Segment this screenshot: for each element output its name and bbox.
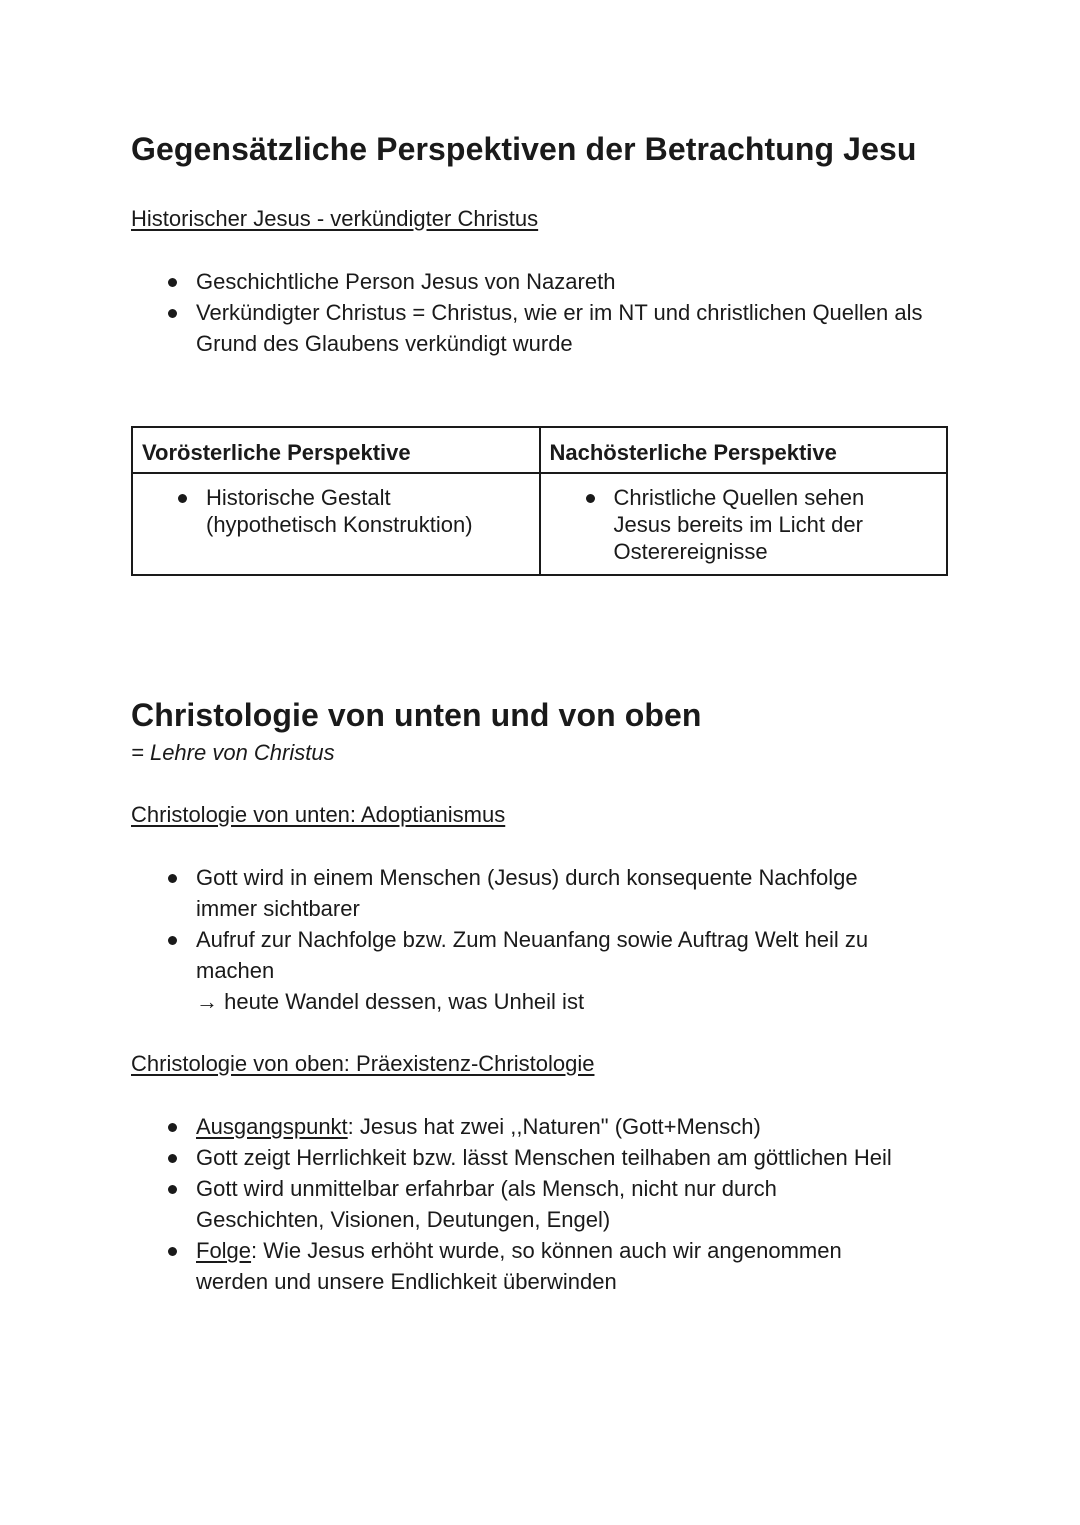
list-item: Historische Gestalt (hypothetisch Konstruktion) xyxy=(141,484,491,538)
table-header-row xyxy=(132,427,947,473)
list-item-text: : Jesus hat zwei ,,Naturen" (Gott+Mensch) xyxy=(347,1114,761,1139)
subheading-christologie-oben: Christologie von oben: Präexistenz-Christologie xyxy=(131,1051,595,1076)
list-item-text: Gott wird unmittelbar erfahrbar (als Mensch, nicht nur durch Geschichten, Visionen, Deutungen, Engel) xyxy=(196,1176,777,1232)
subheading-historischer-jesus: Historischer Jesus - verkündigter Christus xyxy=(131,206,539,231)
list-item xyxy=(131,924,951,1017)
list-item xyxy=(131,1111,951,1142)
table-cell-voroesterlich xyxy=(132,473,540,575)
bullet-list-christologie-unten xyxy=(131,862,951,1017)
section-title-perspektiven: Gegensätzliche Perspektiven der Betrachtung Jesu xyxy=(131,131,917,167)
subheading-christologie-unten: Christologie von unten: Adoptianismus xyxy=(131,802,506,827)
list-item-text: Gott zeigt Herrlichkeit bzw. lässt Menschen teilhaben am göttlichen Heil xyxy=(196,1145,892,1170)
bullet-list-christologie-oben xyxy=(131,1111,951,1297)
list-item xyxy=(131,1142,951,1173)
list-item-text: Aufruf zur Nachfolge bzw. Zum Neuanfang sowie Auftrag Welt heil zu machen xyxy=(196,927,869,983)
list-item xyxy=(131,1173,951,1235)
list-item-text: : Wie Jesus erhöht wurde, so können auch wir angenommen werden und unsere Endlichkeit überwinden xyxy=(196,1238,842,1294)
table-row xyxy=(132,473,947,575)
label-ausgangspunkt: Ausgangspunkt xyxy=(196,1114,348,1139)
section-title-christologie: Christologie von unten und von oben xyxy=(131,697,702,733)
list-item: Gott wird in einem Menschen (Jesus) durch konsequente Nachfolge immer sichtbarer xyxy=(131,862,951,924)
perspectives-table xyxy=(131,426,948,576)
table-header-nachoesterlich: Nachösterliche Perspektive xyxy=(540,427,948,473)
list-item: Christliche Quellen sehen Jesus bereits im Licht der Osterereignisse xyxy=(549,484,899,565)
list-item: Geschichtliche Person Jesus von Nazareth xyxy=(131,266,951,297)
label-folge: Folge xyxy=(196,1238,252,1263)
bullet-list-historischer-jesus xyxy=(131,266,951,359)
table-header-voroesterlich: Vorösterliche Perspektive xyxy=(132,427,540,473)
list-item xyxy=(131,1235,951,1297)
table-cell-nachoesterlich xyxy=(540,473,948,575)
definition-text: = Lehre von Christus xyxy=(131,740,335,765)
list-item: Verkündigter Christus = Christus, wie er im NT und christlichen Quellen als Grund des Glaubens verkündigt wurde xyxy=(131,297,951,359)
arrow-note: → heute Wandel dessen, was Unheil ist xyxy=(196,989,585,1014)
